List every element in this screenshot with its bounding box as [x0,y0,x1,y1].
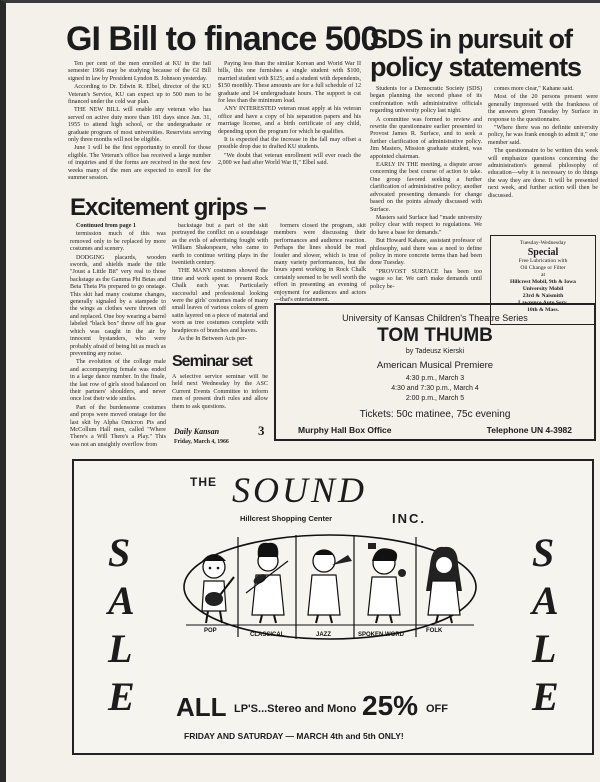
theatre-box-office: Murphy Hall Box Office [298,425,392,435]
sale-right-s: S [532,530,555,575]
sale-right-a: A [532,578,559,623]
classical-violinist-figure [246,543,288,623]
paper-name: Daily Kansan [174,427,220,436]
gi-bill-headline: GI Bill to finance 500 [66,20,379,58]
special-ad-line-9: 10th & Mass. [527,307,559,313]
special-ad-line-3: Oil Change or Filter [520,265,566,271]
the-sound-sale-ad [72,459,594,755]
paragraph: "Where there was no definite university policy, he was frank enough to admit it," one member said. [488,125,598,146]
excitement-headline: Excitement grips – [70,194,266,221]
special-ad-line-2: Free Lubrication with [518,258,568,264]
theatre-time-1: 4:30 p.m., March 3 [405,375,465,382]
sale-off: OFF [426,703,448,715]
sale-all: ALL [176,692,227,722]
sound-inc-label: INC. [392,511,426,526]
paragraph: But Howard Kahane, assistant professor of philosophy, said there was a need to define policy in more concrete terms than had been done Tuesday. [370,238,482,267]
seminar-headline: Seminar set [172,353,252,370]
paragraph: comes more clear," Kahane said. [494,86,574,92]
sale-left-e: E [108,674,135,719]
theatre-series: University of Kansas Children's Theatre Series [342,313,528,323]
excitement-column-1 [70,223,166,459]
folk-singer-figure [426,547,462,623]
sound-name: SOUND [232,470,368,510]
sds-headline-line-1: SDS in pursuit of [370,24,572,54]
paragraph: backstage but a part of the skit portrayed the conflict on a soundstage as the evils of advertising fought with William Shakespeare, who came to earth to continue writing plays in the twentieth century. [172,223,268,267]
sound-the-label: THE [190,475,217,489]
paragraph: A committee was formed to review and rewrite the questionnaire earlier presented to Provost James R. Surface, and to seek a further clarification of administrative policy. Jim Masters, Mission graduate student, was appointed chairman. [370,116,482,160]
theatre-premiere: American Musical Premiere [376,360,494,371]
genre-spoken-word: SPOKEN WORD [358,632,405,638]
excitement-column-3 [274,223,366,303]
sale-right-e: E [532,674,559,719]
genre-pop: POP [204,628,217,634]
paragraph: THE NEW BILL will enable any veteran who has served on active duty more than 181 days since Jan. 31, 1955 to attend high school, or the undergraduate or graduate program of most universities. Reservists serving only three months will not be eligible. [68,107,211,144]
issue-date: Friday, March 4, 1966 [174,439,229,445]
paragraph: Paying less than the similar Korean and World War II bills, this one furnishes a single student with $100, married student with $125; and a student with dependents, $150 monthly. These amounts are for a full schedule of 12 graduate and 14 undergraduate hours. The support is cut for less than the minimum load. [218,61,361,105]
theatre-time-2: 4:30 and 7:30 p.m., March 4 [391,385,479,392]
theatre-tickets: Tickets: 50c matinee, 75c evening [359,409,511,420]
jazz-trumpeter-figure [308,550,352,623]
sound-location: Hillcrest Shopping Center [240,514,333,523]
sale-left-l: L [108,626,133,671]
paragraph: Part of the burdensome costumes and props were moved onstage for the last skit by Alpha Omicron Pis and McCollum Hall men, called "Where There's a Will There's a Play." This was not an unsightly overflow from [70,404,166,448]
sds-column-1 [370,86,482,309]
paragraph: Ten per cent of the men enrolled at KU in the fall semester 1966 may be studying because of the GI Bill signed in law by President Lyndon B. Johnson yesterday. [68,61,211,82]
tom-thumb-ad [274,303,596,441]
special-ad-line-1: Tuesday-Wednesday [519,240,567,246]
special-ad-line-4: at [540,272,546,278]
genre-classical: CLASSICAL [250,632,285,638]
special-ad-line-8: Lawrence Auto Serv. [518,300,568,306]
paragraph: Continued from page 1 [76,223,136,229]
paragraph: formers closed the program, skit members were discussing their performances and audience reaction. Perhaps the lines should be read louder and slower, which is true of many variety performances, but the hours spent working in Rock Chalk certainly seemed to be well worth the effort in presenting an evening of enjoyment for audiences and actors—that's entertainment. [274,223,366,303]
seminar-body: A selective service seminar will be held next Wednesday by the ASC Current Events Committee to inform men of present draft rules and allow them to ask questions. [172,374,268,410]
paragraph: Most of the 20 persons present were generally impressed with the frankness of the answers given Tuesday by Surface in response to the questionnaire. [488,94,598,123]
sale-percent: 25% [362,690,419,721]
genre-jazz: JAZZ [316,632,331,638]
theatre-phone: Telephone UN 4-3982 [486,425,572,435]
paragraph: Students for a Democratic Society (SDS) began planning the second phase of its confrontation with administrative officials regarding university policy last night. [370,86,482,115]
paragraph: THE MANY costumes showed the time and work spent to present Rock Chalk each year. Particularly successful and professional looking were the girls' costumes made of many small leaves of various colors of green satin layered on a piece of material and worn as tree costumes complete with headpieces of branches and leaves. [172,268,268,334]
paragraph: The evolution of the college male and accompanying female was ended in a large dance number. In the finale, the last row of girls stood balanced on their partners' shoulders, and never once lost their wide smiles. [70,359,166,403]
special-ad-line-7: 23rd & Naismith [522,293,564,299]
paragraph: Masters said Surface had "made university policy clear with respect to regulations. We do have a base for demands." [370,214,482,236]
sds-column-2 [488,86,598,218]
paragraph: According to Dr. Edwin R. Elbel, director of the KU Veteran's Service, KU can expect up to 500 men to be financed under the cold war plan. [68,84,211,106]
theatre-author: by Tadeusz Kierski [405,348,465,355]
spoken-word-figure [368,543,406,623]
paragraph: DODGING placards, wooden swords, and shields made the title "Joust a Little Bit" very real to those backstage as the Gamma Phi Betas and Beta Theta Pis prepared to go onstage. This skit had many costume changes, generally signaled by a stampede to the wings as clothes were thrown off and replaced. One boy wearing a barrel labeled "black box" threw off his gear which was caught in the air by innocent bystanders, who were probably afraid of being hit as much as preventing any noise. [70,254,166,357]
paragraph: EARLY IN THE meeting, a dispute arose concerning the best course of action to take. One group favored seeking a further clarification of administrative policy; another advocated presenting demands for change based on the points already discussed with Surface. [370,162,482,213]
special-ad-line-5: Hillcrest Mobil, 9th & Iowa [510,279,576,285]
sale-lps: LP'S...Stereo and Mono [234,703,357,715]
paragraph: "PROVOST SURFACE has been too vague so far. We can't make demands until policy be- [370,268,482,290]
paragraph: "We doubt that veteran enrollment will ever reach the 2,000 we had after World War II," Elbel said. [218,152,361,167]
theatre-title: TOM THUMB [377,325,493,346]
paragraph: It is expected that the increase in the fall may offset a possible drop due to drafted KU students. [218,137,361,151]
sale-right-l: L [532,626,557,671]
pop-guitarist-figure [202,554,234,623]
special-ad-line-6: University Mobil [522,286,564,292]
genre-folk: FOLK [426,628,443,634]
paragraph: June 1 will be the first opportunity to enroll for those eligible. The Veteran's office has received a large number of inquiries and if the forms are received in the next few weeks many of the men are expected to enroll for the summer session. [68,145,211,182]
theatre-time-3: 2:00 p.m., March 5 [405,395,465,402]
sale-dates: FRIDAY AND SATURDAY — MARCH 4th and 5th ONLY! [184,731,404,741]
sale-left-s: S [108,530,131,575]
paragraph: As the In Between Acts per- [178,336,247,343]
paragraph: The questionnaire to be written this week will emphasize questions concerning the administration's general philosophy of education—why it is necessary to do things the way they are done. It will be presented next week, and further action will then be discussed. [488,148,598,199]
special-ad-title: Special [527,247,559,258]
page-number: 3 [258,423,265,438]
sds-headline-line-2: policy statements [370,52,582,82]
excitement-column-2 [172,223,268,343]
paragraph: termission much of this was removed only to be replaced by more costumes and scenery. [70,231,166,253]
paragraph: ANY INTERESTED veteran must apply at his veteran office and have a copy of his separation papers and his marriage license, and a birth certificate of any child, depending upon the program for which he qualifies. [218,106,361,135]
sale-left-a: A [108,578,135,623]
